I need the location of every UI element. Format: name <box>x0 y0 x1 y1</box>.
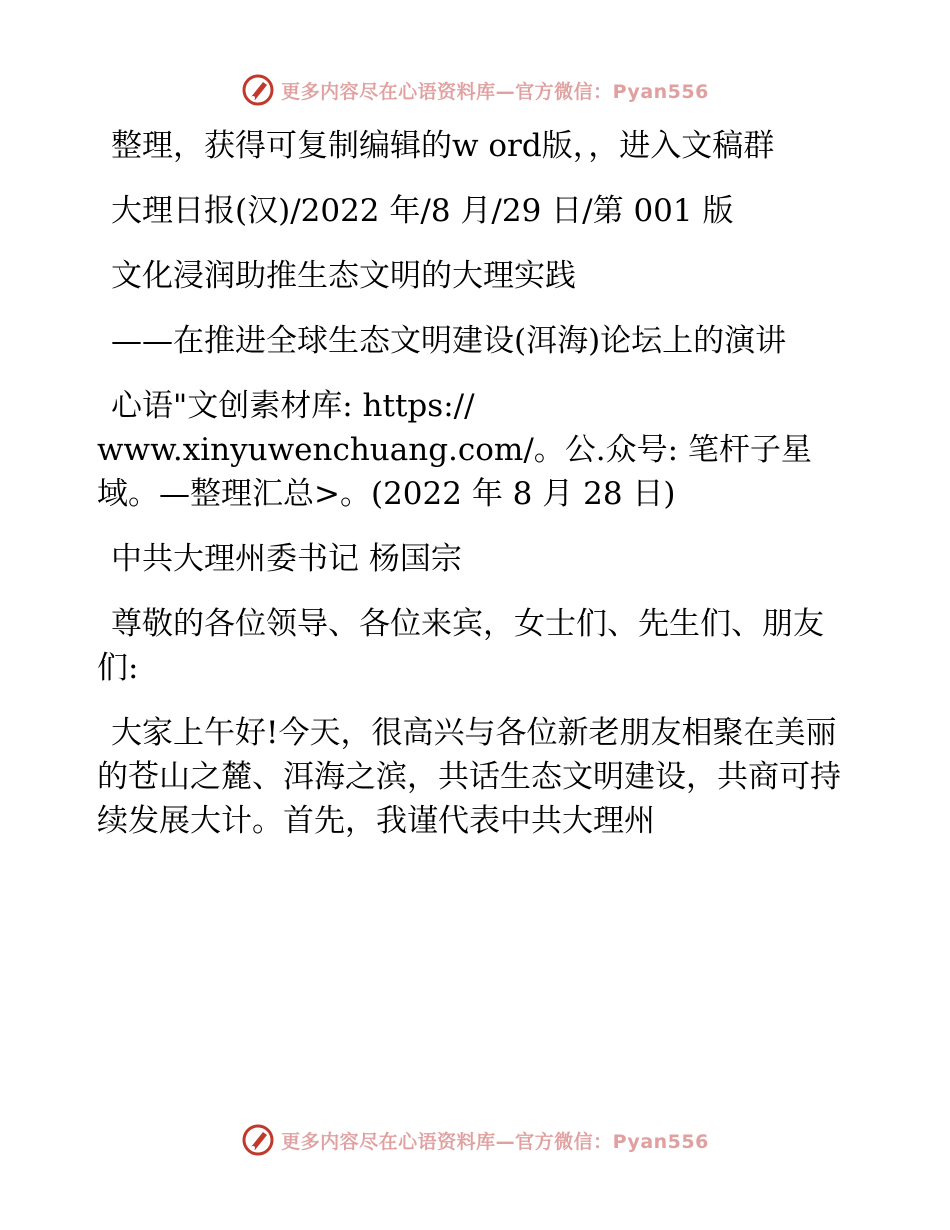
article-subtitle: ——在推进全球生态文明建设(洱海)论坛上的演讲 <box>111 323 787 359</box>
paragraph-source: 大理日报(汉)/2022 年/8 月/29 日/第 001 版 <box>111 193 734 229</box>
salutation: 尊敬的各位领导、各位来宾，女士们、先生们、朋友们: <box>97 606 824 686</box>
article-title: 文化浸润助推生态文明的大理实践 <box>111 258 576 294</box>
paragraph-intro: 整理，获得可复制编辑的w ord版，，进入文稿群 <box>111 128 775 164</box>
paragraph-library-note: 心语"文创素材库: https:// <box>111 388 475 424</box>
paragraph-website: www.xinyuwenchuang.com/。公.众号: 笔杆子星域。—整理汇总>。(2022 年 8 月 28 日) <box>97 432 812 512</box>
header-banner <box>0 70 950 110</box>
pen-nib-icon <box>241 1123 275 1157</box>
footer-banner-text: 更多内容尽在心语资料库—官方微信：Pyan556 <box>281 1130 709 1153</box>
author-line: 中共大理州委书记 杨国宗 <box>111 541 462 577</box>
document-body <box>97 124 857 864</box>
header-banner-text: 更多内容尽在心语资料库—官方微信：Pyan556 <box>281 80 709 103</box>
footer-banner <box>0 1120 950 1160</box>
pen-nib-icon <box>241 73 275 107</box>
paragraph-opening: 大家上午好!今天，很高兴与各位新老朋友相聚在美丽的苍山之麓、洱海之滨，共话生态文明建设，共商可持续发展大计。首先，我谨代表中共大理州 <box>97 715 841 839</box>
